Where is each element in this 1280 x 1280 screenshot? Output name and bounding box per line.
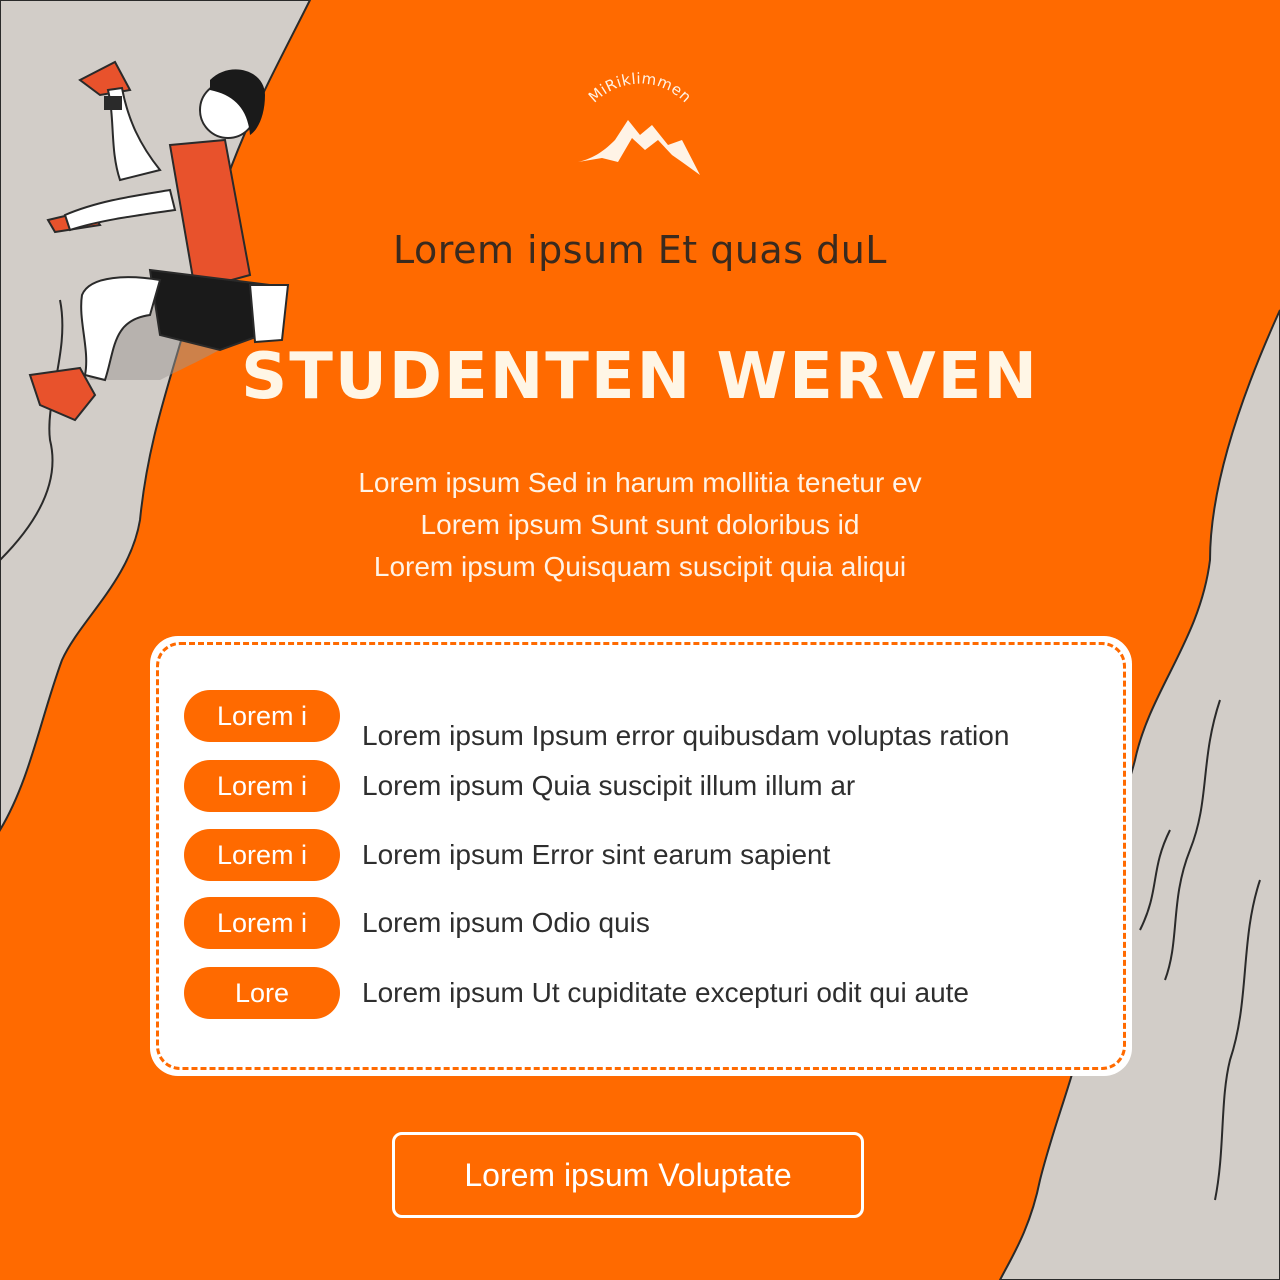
list-item-text: Lorem ipsum Ut cupiditate excepturi odit qui aute	[362, 977, 969, 1008]
wristband	[104, 96, 122, 110]
intro-line: Lorem ipsum Quisquam suscipit quia aliqui	[373, 551, 907, 582]
list-item-text: Lorem ipsum Quia suscipit illum illum ar	[362, 770, 856, 801]
list-item-pill: Lorem i	[184, 897, 340, 949]
chalk-bag	[250, 285, 288, 342]
list-item-pill: Lorem i	[184, 690, 340, 742]
subtitle: Lorem ipsum Et quas duL	[393, 228, 887, 272]
svg-text:MiRiklimmen	[585, 70, 695, 106]
list-item-pill: Lorem i	[184, 760, 340, 812]
list-item-text: Lorem ipsum Error sint earum sapient	[362, 839, 831, 870]
list-item-pill: Lore	[184, 967, 340, 1019]
intro-line: Lorem ipsum Sunt sunt doloribus id	[420, 509, 860, 540]
list-item-text: Lorem ipsum Odio quis	[362, 907, 650, 938]
cta-button[interactable]: Lorem ipsum Voluptate	[392, 1132, 864, 1218]
brand-name: MiRiklimmen	[584, 70, 696, 107]
page-title: STUDENTEN WERVEN	[241, 340, 1039, 414]
climber-arm-side	[65, 190, 175, 230]
list-item-pill: Lorem i	[184, 829, 340, 881]
mountain-logo-icon	[560, 70, 720, 190]
intro-text	[0, 462, 1280, 588]
intro-line: Lorem ipsum Sed in harum mollitia tenetur ev	[358, 467, 922, 498]
info-card	[150, 636, 1132, 1076]
list-item-text: Lorem ipsum Ipsum error quibusdam voluptas ration	[362, 720, 1010, 751]
